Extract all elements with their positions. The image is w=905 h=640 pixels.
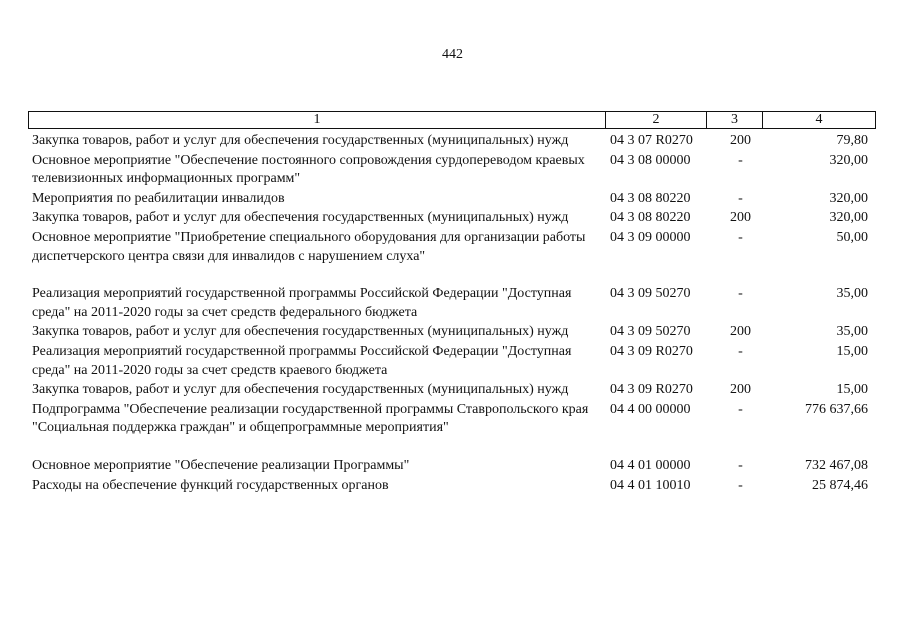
row-code: 04 4 01 00000 — [610, 457, 691, 473]
table-row — [32, 132, 876, 151]
table-row — [32, 209, 876, 228]
row-name: Реализация мероприятий государственной программы Российской Федерации "Доступная среда" на 2011-2020 годы за счет средств федерального бюджета — [32, 286, 572, 320]
row-amount: 79,80 — [836, 133, 868, 148]
header-cell-1: 1 — [29, 112, 606, 128]
row-name: Мероприятия по реабилитации инвалидов — [32, 190, 285, 206]
row-amount: 15,00 — [836, 343, 868, 359]
row-amount: 732 467,08 — [805, 457, 868, 473]
row-type: 200 — [730, 210, 751, 226]
row-type: - — [738, 152, 743, 168]
row-name: Закупка товаров, работ и услуг для обеспечения государственных (муниципальных) нужд — [32, 210, 569, 226]
row-code: 04 3 09 50270 — [610, 324, 691, 340]
row-name: Реализация мероприятий государственной программы Российской Федерации "Доступная среда" на 2011-2020 годы за счет средств краевого бюджета — [32, 343, 572, 378]
row-name: Подпрограмма "Обеспечение реализации государственной программы Ставропольского края "Социальная поддержка граждан" и общепрограммные мероприятия" — [32, 401, 589, 436]
row-type: - — [738, 229, 743, 245]
row-type: - — [738, 477, 743, 493]
table-row — [32, 190, 876, 209]
header-cell-4: 4 — [815, 112, 823, 127]
row-amount: 320,00 — [829, 210, 868, 226]
table-body — [32, 132, 876, 496]
row-type: 200 — [730, 133, 751, 148]
row-amount: 25 874,46 — [812, 477, 868, 493]
row-amount: 35,00 — [836, 324, 868, 340]
table-row — [32, 477, 876, 496]
table-row — [32, 285, 876, 322]
row-amount: 50,00 — [836, 229, 868, 245]
row-code: 04 3 07 R0270 — [610, 133, 693, 148]
row-type: - — [738, 401, 743, 417]
row-type: 200 — [730, 324, 751, 340]
row-type: 200 — [730, 382, 751, 398]
table-row — [32, 343, 876, 380]
row-name: Основное мероприятие "Обеспечение постоянного сопровождения сурдопереводом краевых телевизионных информационных программ" — [32, 152, 585, 187]
row-code: 04 3 09 50270 — [610, 286, 691, 302]
row-type: - — [738, 286, 743, 302]
table-row — [32, 381, 876, 400]
table-row — [32, 229, 876, 266]
row-name: Закупка товаров, работ и услуг для обеспечения государственных (муниципальных) нужд — [32, 133, 569, 148]
row-code: 04 3 09 00000 — [610, 229, 691, 245]
header-cell-3: 3 — [707, 112, 763, 128]
page-number: 442 — [442, 47, 463, 62]
row-code: 04 3 09 R0270 — [610, 343, 693, 359]
header-cell-2: 2 — [606, 112, 707, 128]
row-amount: 320,00 — [829, 190, 868, 206]
row-amount: 776 637,66 — [805, 401, 868, 417]
row-code: 04 3 08 80220 — [610, 210, 691, 226]
table-row — [32, 323, 876, 342]
table-row — [32, 152, 876, 189]
row-name: Основное мероприятие "Обеспечение реализации Программы" — [32, 457, 410, 473]
table-row — [32, 401, 876, 438]
row-code: 04 4 01 10010 — [610, 477, 691, 493]
row-code: 04 3 08 80220 — [610, 190, 691, 206]
row-amount: 35,00 — [836, 286, 868, 302]
table-header — [28, 111, 876, 129]
row-name: Основное мероприятие "Приобретение специального оборудования для организации работы диспетчерского центра связи для инвалидов с нарушением слуха" — [32, 229, 586, 264]
row-amount: 15,00 — [836, 382, 868, 398]
row-type: - — [738, 343, 743, 359]
table-row — [32, 457, 876, 476]
row-code: 04 3 08 00000 — [610, 152, 691, 168]
row-name: Закупка товаров, работ и услуг для обеспечения государственных (муниципальных) нужд — [32, 382, 569, 398]
row-type: - — [738, 190, 743, 206]
row-name: Закупка товаров, работ и услуг для обеспечения государственных (муниципальных) нужд — [32, 324, 569, 340]
row-name: Расходы на обеспечение функций государственных органов — [32, 477, 389, 493]
row-code: 04 4 00 00000 — [610, 401, 691, 417]
row-code: 04 3 09 R0270 — [610, 382, 693, 398]
row-type: - — [738, 457, 743, 473]
row-amount: 320,00 — [829, 152, 868, 168]
